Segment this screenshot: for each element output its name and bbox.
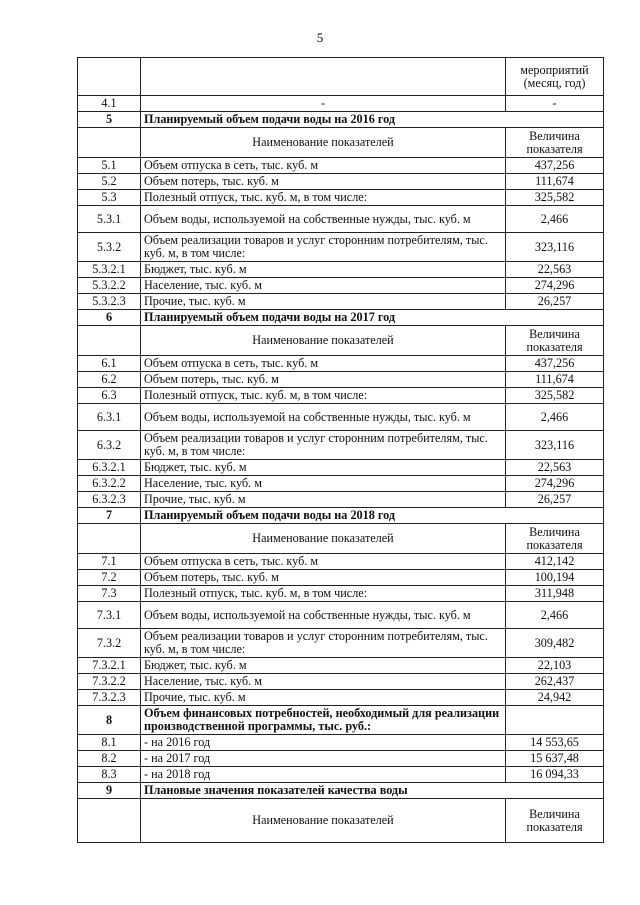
table-row (78, 767, 604, 783)
row-value: 274,296 (506, 278, 604, 294)
row-label: - на 2017 год (141, 751, 506, 767)
row-value: 22,563 (506, 460, 604, 476)
row-number: 8.2 (78, 751, 141, 767)
header-value: Величина показателя (506, 326, 604, 356)
row-label: Объем отпуска в сеть, тыс. куб. м (141, 554, 506, 570)
section-header-row (78, 799, 604, 843)
row-label: Объем воды, используемой на собственные нужды, тыс. куб. м (141, 404, 506, 431)
row-number: 6.3.1 (78, 404, 141, 431)
row-label: Объем потерь, тыс. куб. м (141, 174, 506, 190)
row-value: 437,256 (506, 158, 604, 174)
row-label: Полезный отпуск, тыс. куб. м, в том числе: (141, 586, 506, 602)
section-number: 7 (78, 508, 141, 524)
row-number: 6.1 (78, 356, 141, 372)
row-label: Бюджет, тыс. куб. м (141, 460, 506, 476)
section-title: Планируемый объем подачи воды на 2016 год (141, 112, 604, 128)
table-row (78, 629, 604, 658)
table-row (78, 460, 604, 476)
row-value: 111,674 (506, 372, 604, 388)
row-value: 15 637,48 (506, 751, 604, 767)
row-label: Объем реализации товаров и услуг сторонним потребителям, тыс. куб. м, в том числе: (141, 233, 506, 262)
table-row (78, 586, 604, 602)
section-title-row (78, 783, 604, 799)
section-title: Планируемый объем подачи воды на 2017 год (141, 310, 604, 326)
row-value: 325,582 (506, 388, 604, 404)
header-value: Величина показателя (506, 524, 604, 554)
row-value: 16 094,33 (506, 767, 604, 783)
header-empty (78, 128, 141, 158)
row-number: 8.3 (78, 767, 141, 783)
table-row (78, 174, 604, 190)
row-value: 325,582 (506, 190, 604, 206)
header-label: Наименование показателей (141, 799, 506, 843)
row-label: Объем отпуска в сеть, тыс. куб. м (141, 356, 506, 372)
row-number: 5.3.2.1 (78, 262, 141, 278)
table-row (78, 476, 604, 492)
row-label: Объем воды, используемой на собственные нужды, тыс. куб. м (141, 206, 506, 233)
table-row (78, 388, 604, 404)
row-value: 323,116 (506, 431, 604, 460)
row-label: Прочие, тыс. куб. м (141, 690, 506, 706)
row-value: 26,257 (506, 294, 604, 310)
table-row (78, 158, 604, 174)
section-header-row (78, 128, 604, 158)
header-empty (78, 799, 141, 843)
row-label: - на 2016 год (141, 735, 506, 751)
row-label: Бюджет, тыс. куб. м (141, 658, 506, 674)
row-number: 6.3 (78, 388, 141, 404)
row-value: 412,142 (506, 554, 604, 570)
row-number: 5.1 (78, 158, 141, 174)
row-label: - (141, 96, 506, 112)
table-row (78, 554, 604, 570)
header-value: Величина показателя (506, 128, 604, 158)
table-row (78, 690, 604, 706)
row-label: Население, тыс. куб. м (141, 476, 506, 492)
row-value: 2,466 (506, 206, 604, 233)
table-row (78, 190, 604, 206)
water-program-table (77, 57, 604, 843)
row-label: Объем воды, используемой на собственные нужды, тыс. куб. м (141, 602, 506, 629)
row-number: 7.3.2.1 (78, 658, 141, 674)
row-label (141, 58, 506, 96)
table-row (78, 674, 604, 690)
row-number: 7.1 (78, 554, 141, 570)
header-label: Наименование показателей (141, 128, 506, 158)
table-row (78, 751, 604, 767)
header-value: Величина показателя (506, 799, 604, 843)
section-number: 5 (78, 112, 141, 128)
section-title: Планируемый объем подачи воды на 2018 год (141, 508, 604, 524)
row-value: 2,466 (506, 404, 604, 431)
row-number: 6.2 (78, 372, 141, 388)
row-value: 262,437 (506, 674, 604, 690)
row-number: 6.3.2 (78, 431, 141, 460)
row-number: 7.3.1 (78, 602, 141, 629)
row-label: Объем потерь, тыс. куб. м (141, 372, 506, 388)
row-label: Объем отпуска в сеть, тыс. куб. м (141, 158, 506, 174)
section-number: 9 (78, 783, 141, 799)
row-label: Население, тыс. куб. м (141, 674, 506, 690)
row-label: Объем потерь, тыс. куб. м (141, 570, 506, 586)
row-value: - (506, 96, 604, 112)
table-row (78, 431, 604, 460)
table-row (78, 492, 604, 508)
row-number: 7.3.2.2 (78, 674, 141, 690)
row-number: 5.3.1 (78, 206, 141, 233)
section-title-row (78, 508, 604, 524)
row-number: 7.2 (78, 570, 141, 586)
table-row (78, 658, 604, 674)
row-value: 14 553,65 (506, 735, 604, 751)
row-label: Полезный отпуск, тыс. куб. м, в том числе: (141, 190, 506, 206)
table-row (78, 735, 604, 751)
row-number: 5.3.2 (78, 233, 141, 262)
row-value: 26,257 (506, 492, 604, 508)
table-row (78, 262, 604, 278)
row-value: 2,466 (506, 602, 604, 629)
table-row (78, 233, 604, 262)
table-row (78, 602, 604, 629)
row-value: 24,942 (506, 690, 604, 706)
row-number: 6.3.2.2 (78, 476, 141, 492)
row-value: 323,116 (506, 233, 604, 262)
table-row (78, 96, 604, 112)
table-row (78, 58, 604, 96)
section-header-row (78, 524, 604, 554)
row-number: 6.3.2.3 (78, 492, 141, 508)
header-empty (78, 524, 141, 554)
row-number: 7.3.2 (78, 629, 141, 658)
row-label: - на 2018 год (141, 767, 506, 783)
row-label: Прочие, тыс. куб. м (141, 492, 506, 508)
row-label: Бюджет, тыс. куб. м (141, 262, 506, 278)
section-number: 6 (78, 310, 141, 326)
section-title: Плановые значения показателей качества воды (141, 783, 604, 799)
row-number (78, 58, 141, 96)
table-row (78, 278, 604, 294)
row-value: 311,948 (506, 586, 604, 602)
table-row (78, 570, 604, 586)
row-value: мероприятий (месяц, год) (506, 58, 604, 96)
row-number: 4.1 (78, 96, 141, 112)
row-label: Полезный отпуск, тыс. куб. м, в том числе: (141, 388, 506, 404)
page-number: 5 (316, 30, 324, 45)
section-title-row (78, 112, 604, 128)
header-empty (506, 706, 604, 735)
section-header-row (78, 326, 604, 356)
row-value: 22,563 (506, 262, 604, 278)
row-label: Объем реализации товаров и услуг сторонним потребителям, тыс. куб. м, в том числе: (141, 431, 506, 460)
row-label: Население, тыс. куб. м (141, 278, 506, 294)
row-number: 5.3.2.3 (78, 294, 141, 310)
row-value: 111,674 (506, 174, 604, 190)
row-number: 7.3.2.3 (78, 690, 141, 706)
row-value: 309,482 (506, 629, 604, 658)
header-label: Наименование показателей (141, 524, 506, 554)
row-number: 5.2 (78, 174, 141, 190)
table-row (78, 372, 604, 388)
row-number: 7.3 (78, 586, 141, 602)
row-number: 5.3.2.2 (78, 278, 141, 294)
row-value: 22,103 (506, 658, 604, 674)
row-number: 8.1 (78, 735, 141, 751)
section-title-row (78, 706, 604, 735)
row-number: 6.3.2.1 (78, 460, 141, 476)
row-label: Прочие, тыс. куб. м (141, 294, 506, 310)
header-empty (78, 326, 141, 356)
row-number: 5.3 (78, 190, 141, 206)
section-title: Объем финансовых потребностей, необходимый для реализации производственной программы, тыс. руб.: (141, 706, 506, 735)
table-row (78, 206, 604, 233)
row-value: 274,296 (506, 476, 604, 492)
row-label: Объем реализации товаров и услуг сторонним потребителям, тыс. куб. м, в том числе: (141, 629, 506, 658)
row-value: 100,194 (506, 570, 604, 586)
table-row (78, 404, 604, 431)
table-row (78, 294, 604, 310)
section-title-row (78, 310, 604, 326)
row-value: 437,256 (506, 356, 604, 372)
section-number: 8 (78, 706, 141, 735)
table-row (78, 356, 604, 372)
header-label: Наименование показателей (141, 326, 506, 356)
